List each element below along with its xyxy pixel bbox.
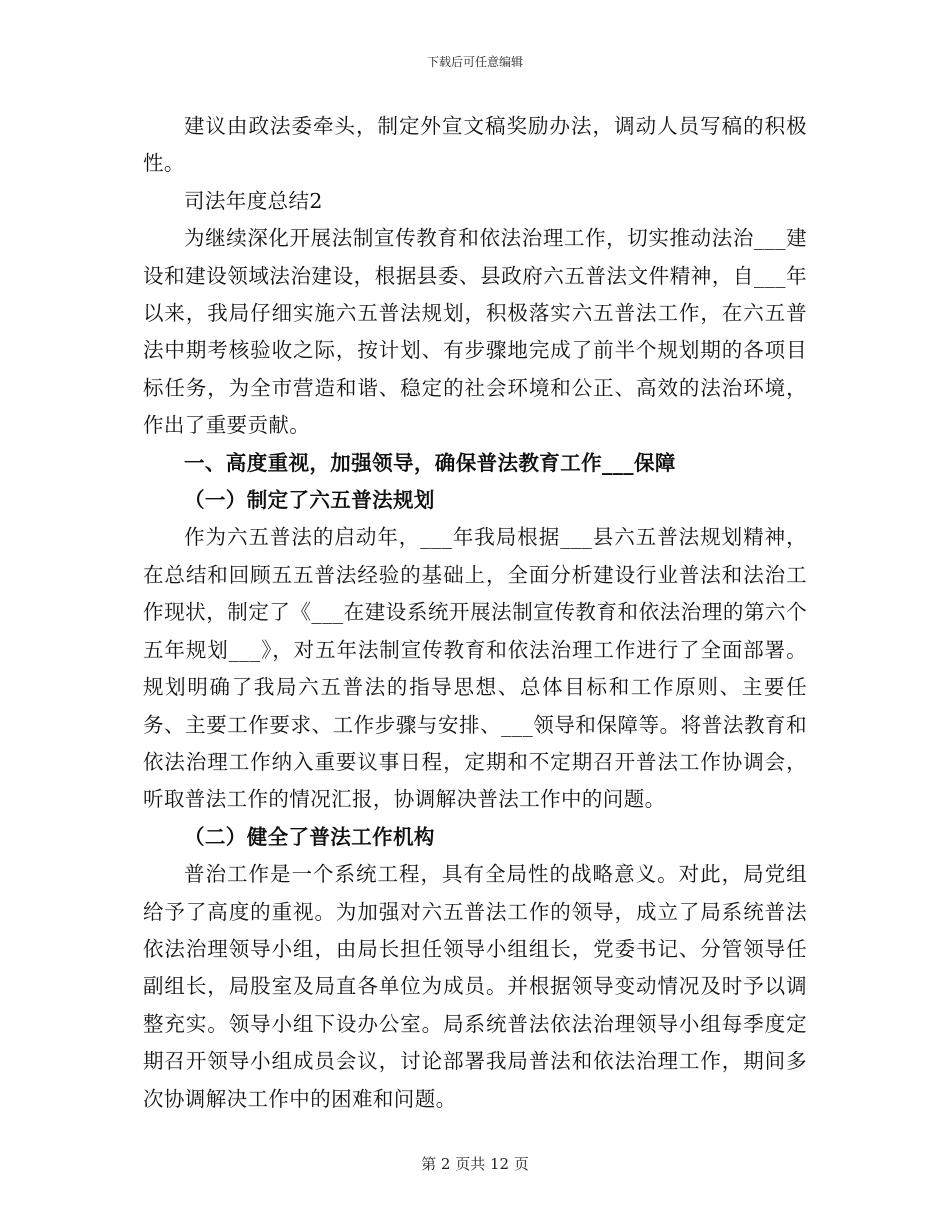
heading-level-2-plan: （一）制定了六五普法规划 — [184, 488, 435, 513]
paragraph-closing-suggestion: 建议由政法委牵头，制定外宣文稿奖励办法，调动人员写稿的积极性。 — [143, 114, 807, 176]
page-header-note: 下载后可任意编辑 — [426, 55, 523, 69]
page-number: 第 2 页共 12 页 — [421, 1155, 529, 1173]
heading-level-2-organization: （二）健全了普法工作机构 — [184, 824, 435, 849]
paragraph-plan: 作为六五普法的启动年，___年我局根据___县六五普法规划精神，在总结和回顾五五普法经验的基础上，全面分析建设行业普法和法治工作现状，制定了《___在建设系统开展法制宣传教育和依法治理的第六个五年规划___》，对五年法制宣传教育和依法治理工作进行了全面部署。规划明确了我局六五普法的指导思想、总体目标和工作原则、主要任务、主要工作要求、工作步骤与安排、___领导和保障等。将普法教育和依法治理工作纳入重要议事日程，定期和不定期召开普法工作协调会，听取普法工作的情况汇报，协调解决普法工作中的问题。 — [143, 525, 807, 812]
paragraph-organization: 普治工作是一个系统工程，具有全局性的战略意义。对此，局党组给予了高度的重视。为加强对六五普法工作的领导，成立了局系统普法依法治理领导小组，由局长担任领导小组组长，党委书记、分管领导任副组长，局股室及局直各单位为成员。并根据领导变动情况及时予以调整充实。领导小组下设办公室。局系统普法依法治理领导小组每季度定期召开领导小组成员会议，讨论部署我局普法和依法治理工作，期间多次协调解决工作中的困难和问题。 — [143, 862, 807, 1111]
document-body — [143, 108, 807, 1118]
paragraph-intro: 为继续深化开展法制宣传教育和依法治理工作，切实推动法治___建设和建设领域法治建设，根据县委、县政府六五普法文件精神，自___年以来，我局仔细实施六五普法规划，积极落实六五普法工作，在六五普法中期考核验收之际，按计划、有步骤地完成了前半个规划期的各项目标任务，为全市营造和谐、稳定的社会环境和公正、高效的法治环境，作出了重要贡献。 — [143, 226, 807, 438]
heading-level-1: 一、高度重视，加强领导，确保普法教育工作___保障 — [184, 450, 676, 475]
section-title: 司法年度总结2 — [184, 188, 323, 213]
